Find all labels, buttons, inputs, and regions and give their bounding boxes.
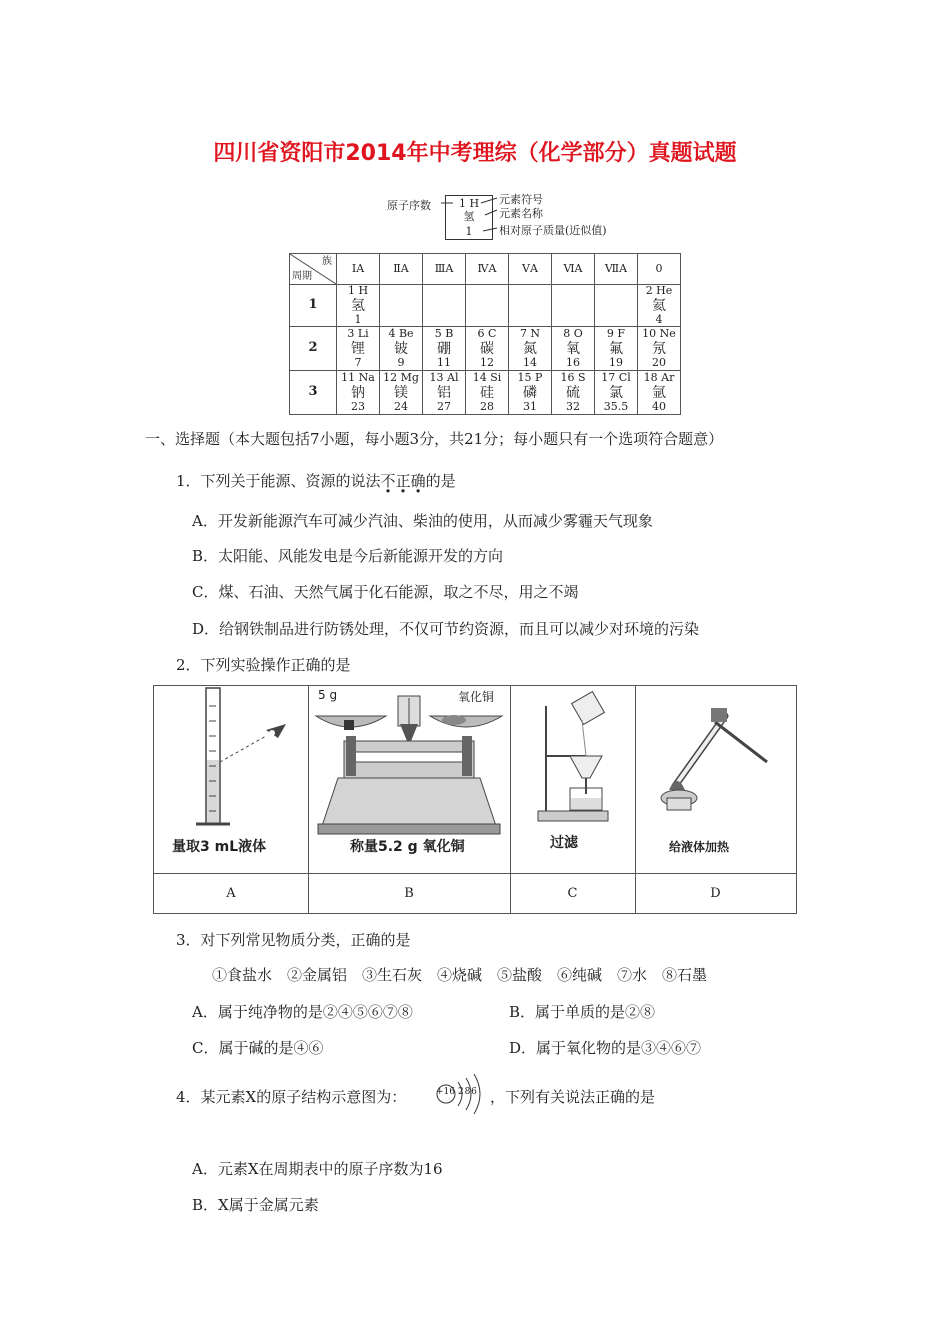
corner-period-label: 周期 <box>292 270 312 282</box>
element-name: 氢 <box>351 297 365 314</box>
element-name: 氦 <box>652 297 666 314</box>
empty-cell <box>552 285 595 327</box>
element-cell <box>509 371 552 415</box>
q3-stem: 3．对下列常见物质分类，正确的是 <box>176 931 411 949</box>
q1-stem <box>176 470 456 491</box>
empty-cell <box>509 285 552 327</box>
element-name: 磷 <box>523 384 537 401</box>
element-name: 氮 <box>523 340 537 357</box>
balance-left-label: 5 g <box>318 688 338 702</box>
label-b: B <box>308 873 511 914</box>
element-symbol: 5 B <box>434 327 454 341</box>
group-header: ⅦA <box>595 254 638 285</box>
legend-sample-top: 1 H <box>458 197 480 210</box>
caption-a: 量取3 mL液体 <box>172 839 267 855</box>
element-symbol: 3 Li <box>347 327 369 341</box>
apparatus-cell-a <box>154 686 309 873</box>
element-symbol: 4 Be <box>388 327 414 341</box>
element-mass: 16 <box>566 355 580 369</box>
element-name: 氟 <box>609 340 623 357</box>
balance-right-label: 氧化铜 <box>458 690 495 704</box>
legend-sample-mass: 1 <box>465 225 473 238</box>
element-symbol: 14 Si <box>472 371 502 385</box>
element-mass: 14 <box>523 355 537 369</box>
element-name: 锂 <box>351 340 365 357</box>
q1-stem-post: 的是 <box>425 472 456 490</box>
element-name: 硅 <box>480 384 494 401</box>
q1-option-c: C．煤、石油、天然气属于化石能源，取之不尽，用之不竭 <box>192 583 579 601</box>
element-cell <box>380 327 423 371</box>
element-mass: 9 <box>397 355 405 369</box>
q1-option-b: B．太阳能、风能发电是今后新能源开发的方向 <box>192 547 504 565</box>
q3-items: ①食盐水 ②金属铝 ③生石灰 ④烧碱 ⑤盐酸 ⑥纯碱 ⑦水 ⑧石墨 <box>212 966 708 984</box>
element-mass: 40 <box>652 399 666 413</box>
empty-cell <box>380 285 423 327</box>
element-symbol: 11 Na <box>341 371 375 385</box>
element-mass: 20 <box>652 355 666 369</box>
empty-cell <box>595 285 638 327</box>
period-row <box>290 327 681 371</box>
element-mass: 28 <box>480 399 494 413</box>
shell-electrons: 2 8 6 <box>458 1087 476 1097</box>
q1-stem-pre: 1．下列关于能源、资源的说法 <box>176 472 381 490</box>
q1-option-d: D．给钢铁制品进行防锈处理，不仅可节约资源，而且可以减少对环境的污染 <box>192 620 700 638</box>
caption-d: 给液体加热 <box>669 840 730 854</box>
element-symbol: 16 S <box>560 371 586 385</box>
legend-atomic-number-label: 原子序数 <box>387 199 431 212</box>
element-cell <box>380 371 423 415</box>
element-name: 铝 <box>437 384 451 401</box>
q3-option-c: C．属于碱的是④⑥ <box>192 1039 324 1057</box>
q4-stem-post: ，下列有关说法正确的是 <box>490 1088 656 1106</box>
q4-option-a: A．元素X在周期表中的原子序数为16 <box>192 1160 443 1178</box>
element-mass: 4 <box>655 312 663 326</box>
element-symbol: 2 He <box>645 284 673 297</box>
element-symbol: 8 O <box>563 327 583 341</box>
legend-leader-lines <box>435 195 505 240</box>
group-header: 0 <box>638 254 681 285</box>
element-mass: 1 <box>354 312 362 326</box>
element-mass: 11 <box>437 355 451 369</box>
element-symbol: 7 N <box>519 327 541 341</box>
element-mass: 31 <box>523 399 537 413</box>
element-cell <box>337 285 380 327</box>
legend-symbol-label: 元素符号 <box>499 193 543 206</box>
element-cell <box>552 327 595 371</box>
element-name: 镁 <box>394 384 408 401</box>
q2-stem: 2．下列实验操作正确的是 <box>176 656 351 674</box>
corner-cell <box>290 254 337 285</box>
element-name: 氧 <box>566 340 580 357</box>
corner-group-label: 族 <box>322 256 332 267</box>
apparatus-cell-b <box>308 686 511 873</box>
element-symbol: 1 H <box>347 284 369 297</box>
group-header: ⅤA <box>509 254 552 285</box>
group-header: ⅥA <box>552 254 595 285</box>
element-mass: 12 <box>480 355 494 369</box>
element-cell <box>595 371 638 415</box>
period-label: 1 <box>290 285 337 327</box>
element-symbol: 6 C <box>477 327 497 341</box>
legend-name-label: 元素名称 <box>499 207 543 220</box>
group-header: ⅠA <box>337 254 380 285</box>
element-symbol: 17 Cl <box>601 371 631 385</box>
element-mass: 7 <box>354 355 362 369</box>
element-cell <box>466 371 509 415</box>
q1-emph-char: 确 <box>410 472 426 490</box>
element-name: 氖 <box>652 340 666 357</box>
element-cell <box>552 371 595 415</box>
q1-emph-char: 正 <box>395 472 411 490</box>
label-c: C <box>510 873 636 914</box>
legend-sample-name: 氢 <box>463 210 475 223</box>
q3-option-a: A．属于纯净物的是②④⑤⑥⑦⑧ <box>192 1003 413 1021</box>
period-row <box>290 285 681 327</box>
element-mass: 24 <box>394 399 408 413</box>
q4-option-b: B．X属于金属元素 <box>192 1196 319 1214</box>
atomic-structure-diagram <box>434 1072 490 1116</box>
element-cell <box>466 327 509 371</box>
empty-cell <box>466 285 509 327</box>
caption-b: 称量5.2 g 氧化铜 <box>350 839 465 855</box>
element-cell <box>595 327 638 371</box>
element-cell <box>337 327 380 371</box>
page-title: 四川省资阳市2014年中考理综（化学部分）真题试题 <box>213 141 737 166</box>
element-cell <box>638 371 681 415</box>
element-symbol: 13 Al <box>429 371 459 385</box>
element-name: 硼 <box>437 340 451 357</box>
label-d: D <box>635 873 796 914</box>
element-mass: 32 <box>566 399 580 413</box>
caption-c: 过滤 <box>550 835 578 851</box>
period-label: 2 <box>290 327 337 371</box>
q1-option-a: A．开发新能源汽车可减少汽油、柴油的使用，从而减少雾霾天气现象 <box>192 512 653 530</box>
q1-emph-char: 不 <box>380 472 396 490</box>
element-cell <box>423 371 466 415</box>
element-mass: 23 <box>351 399 365 413</box>
element-symbol: 12 Mg <box>383 371 419 385</box>
element-cell <box>509 327 552 371</box>
apparatus-cell-c <box>510 686 636 873</box>
element-cell <box>638 285 681 327</box>
group-header: ⅣA <box>466 254 509 285</box>
element-name: 硫 <box>566 384 580 401</box>
apparatus-table <box>153 685 797 914</box>
element-mass: 35.5 <box>603 399 629 413</box>
element-symbol: 18 Ar <box>643 371 675 385</box>
element-mass: 27 <box>437 399 451 413</box>
q4-stem-pre: 4．某元素X的原子结构示意图为： <box>176 1088 407 1106</box>
periodic-table-header <box>290 254 681 285</box>
group-header: ⅢA <box>423 254 466 285</box>
element-name: 氩 <box>652 384 666 401</box>
section-header: 一、选择题（本大题包括7小题，每小题3分，共21分；每小题只有一个选项符合题意） <box>145 430 724 448</box>
apparatus-cell-d <box>635 686 796 873</box>
element-name: 碳 <box>480 340 494 357</box>
nucleus-charge: +16 <box>436 1087 455 1097</box>
element-cell <box>423 327 466 371</box>
element-symbol: 10 Ne <box>642 327 676 341</box>
element-name: 铍 <box>394 340 408 357</box>
empty-cell <box>423 285 466 327</box>
period-label: 3 <box>290 371 337 415</box>
element-mass: 19 <box>609 355 623 369</box>
element-name: 氯 <box>609 384 623 401</box>
group-header: ⅡA <box>380 254 423 285</box>
q3-option-b: B．属于单质的是②⑧ <box>509 1003 656 1021</box>
q3-option-d: D．属于氧化物的是③④⑥⑦ <box>509 1039 702 1057</box>
element-cell <box>337 371 380 415</box>
periodic-table <box>289 253 681 415</box>
element-symbol: 9 F <box>606 327 626 341</box>
element-cell <box>638 327 681 371</box>
label-a: A <box>154 873 309 914</box>
element-name: 钠 <box>351 384 365 401</box>
legend-mass-label: 相对原子质量(近似值) <box>499 224 607 237</box>
period-row <box>290 371 681 415</box>
element-symbol: 15 P <box>517 371 543 385</box>
